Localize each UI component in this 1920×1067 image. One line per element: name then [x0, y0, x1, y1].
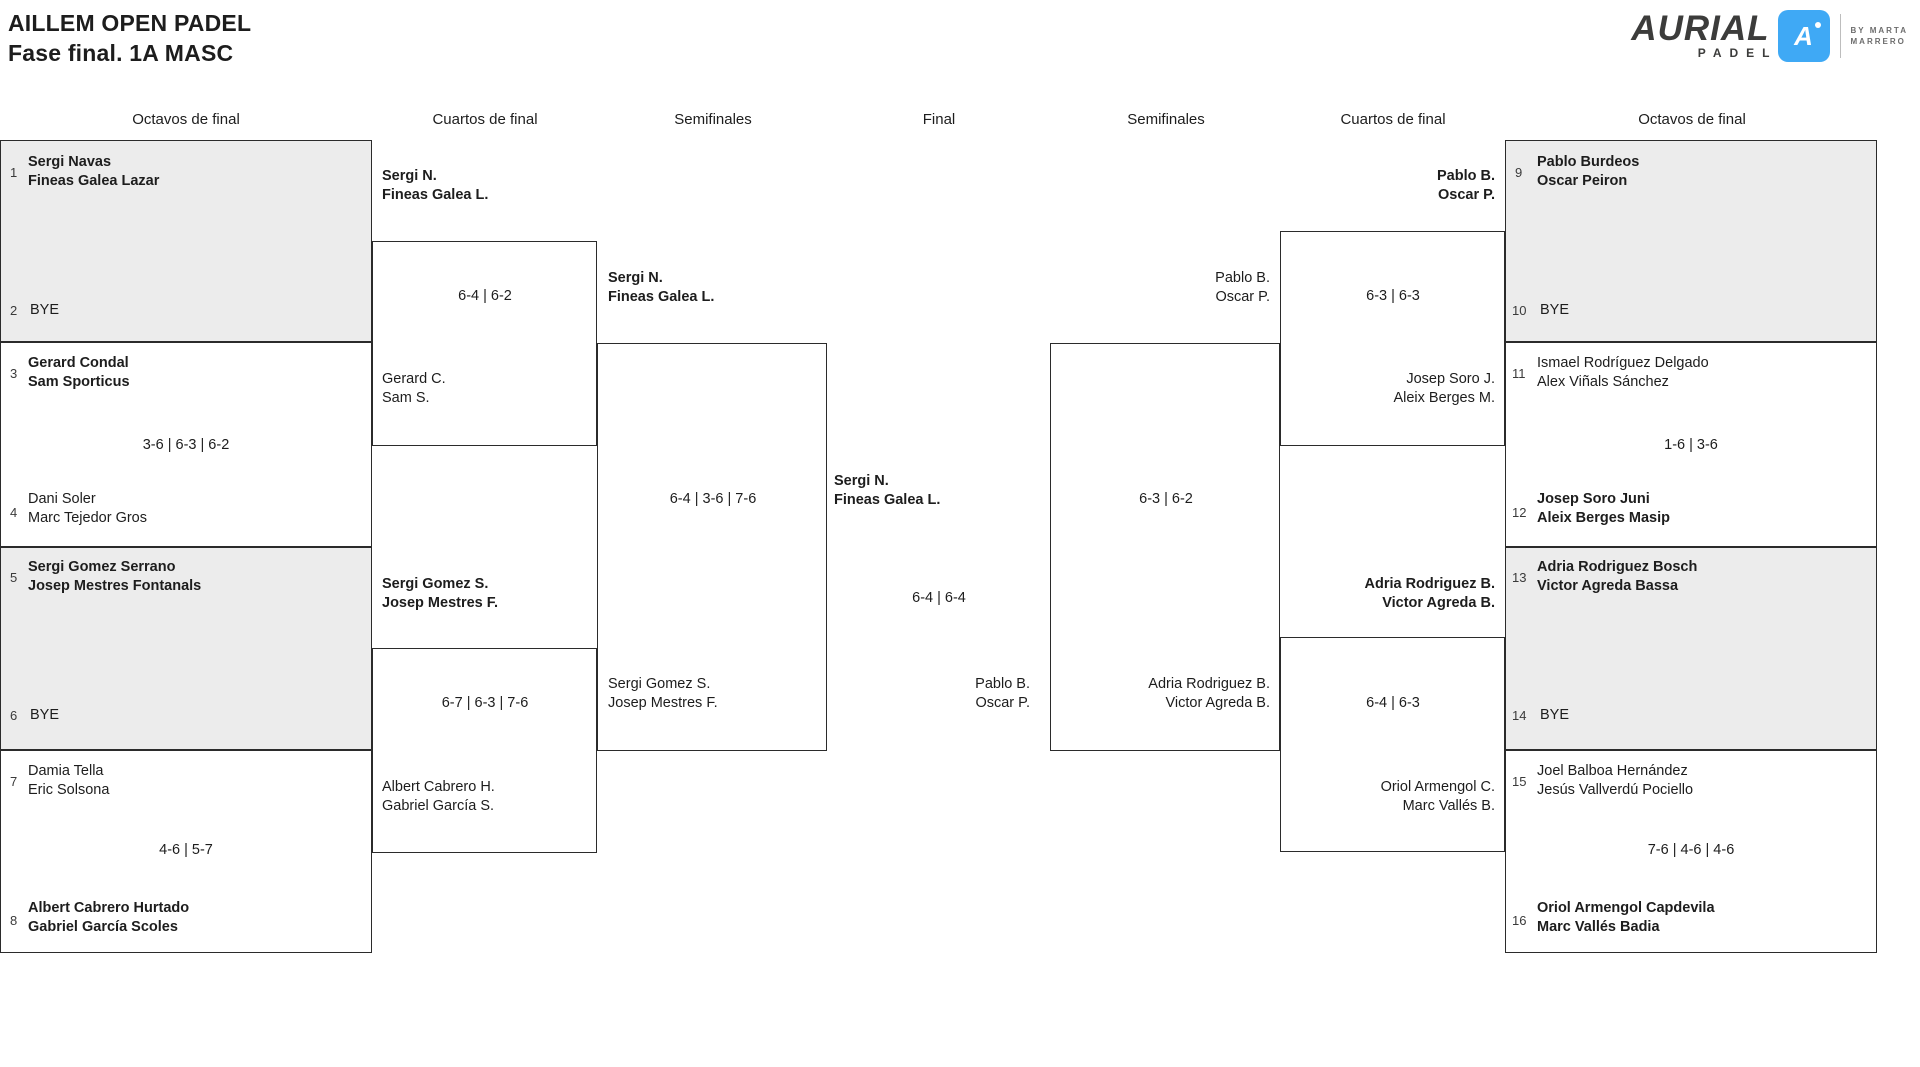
- team-right-r16-3-bottom-bye: BYE: [1540, 707, 1570, 723]
- match-box-right-qf-1[interactable]: [1280, 231, 1505, 446]
- round-header-final: Final: [922, 111, 956, 128]
- logo-byline-line1: BY MARTA: [1850, 26, 1908, 35]
- logo-wordmark: [1631, 9, 1778, 60]
- seed-5: 5: [10, 570, 18, 585]
- round-header-left-sf: Semifinales: [674, 111, 752, 128]
- score-right-qf-2: 6-4 | 6-3: [1366, 695, 1420, 711]
- team-right-r16-4-top: Joel Balboa Hernández Jesús Vallverdú Pociello: [1537, 763, 1694, 798]
- round-header-right-qf: Cuartos de final: [1340, 111, 1446, 128]
- score-left-r16-4: 4-6 | 5-7: [159, 842, 213, 858]
- seed-1: 1: [10, 165, 18, 180]
- round-header-left-qf: Cuartos de final: [432, 111, 538, 128]
- seed-12: 12: [1512, 505, 1527, 520]
- score-right-qf-1: 6-3 | 6-3: [1366, 288, 1420, 304]
- logo-byline-line2: MARRERO: [1850, 37, 1906, 46]
- seed-14: 14: [1512, 708, 1527, 723]
- team-right-r16-3-top: Adria Rodriguez Bosch Victor Agreda Bassa: [1537, 559, 1698, 594]
- team-left-r16-2-top: Gerard Condal Sam Sporticus: [28, 355, 130, 390]
- logo-byline: [1851, 25, 1908, 47]
- tournament-phase: Fase final. 1A MASC: [8, 40, 234, 66]
- seed-11: 11: [1512, 366, 1526, 381]
- team-left-r16-4-bottom: Albert Cabrero Hurtado Gabriel García Scoles: [28, 900, 190, 935]
- seed-4: 4: [10, 505, 18, 520]
- team-final-runner-up: Pablo B. Oscar P.: [975, 676, 1030, 711]
- logo-sub-text: PADEL: [1697, 46, 1778, 60]
- team-left-qf-1-bottom: Gerard C. Sam S.: [382, 371, 446, 406]
- team-right-qf-2-bottom: Oriol Armengol C. Marc Vallés B.: [1380, 779, 1495, 814]
- round-header-right-sf: Semifinales: [1127, 111, 1205, 128]
- team-left-r16-2-bottom: Dani Soler Marc Tejedor Gros: [28, 491, 147, 526]
- page-title: [8, 8, 251, 68]
- seed-16: 16: [1512, 913, 1527, 928]
- team-right-r16-2-top: Ismael Rodríguez Delgado Alex Viñals Sánchez: [1537, 355, 1709, 390]
- score-right-r16-4: 7-6 | 4-6 | 4-6: [1647, 842, 1735, 858]
- round-header-left-r16: Octavos de final: [132, 111, 240, 128]
- team-final-winner: Sergi N. Fineas Galea L.: [834, 473, 941, 508]
- match-box-left-qf-1[interactable]: [372, 241, 597, 446]
- seed-7: 7: [10, 774, 18, 789]
- logo-mark-icon: [1778, 10, 1830, 62]
- team-left-qf-2-top: Sergi Gomez S. Josep Mestres F.: [382, 576, 499, 611]
- team-right-r16-1-top: Pablo Burdeos Oscar Peiron: [1537, 154, 1640, 189]
- team-right-r16-1-bottom-bye: BYE: [1540, 302, 1570, 318]
- match-box-right-qf-2[interactable]: [1280, 637, 1505, 852]
- seed-3: 3: [10, 366, 18, 381]
- score-right-r16-2: 1-6 | 3-6: [1664, 437, 1718, 453]
- team-right-sf-bottom: Adria Rodriguez B. Victor Agreda B.: [1148, 676, 1270, 711]
- team-left-sf-bottom: Sergi Gomez S. Josep Mestres F.: [608, 676, 718, 711]
- seed-9: 9: [1515, 165, 1523, 180]
- match-box-left-qf-2[interactable]: [372, 648, 597, 853]
- score-right-sf: 6-3 | 6-2: [1139, 491, 1193, 507]
- team-left-qf-1-top: Sergi N. Fineas Galea L.: [382, 168, 489, 203]
- aurial-padel-logo: [1631, 8, 1908, 64]
- score-left-qf-1: 6-4 | 6-2: [458, 288, 512, 304]
- seed-2: 2: [10, 303, 18, 318]
- logo-mark-dot-icon: [1815, 22, 1821, 28]
- team-left-r16-1-top: Sergi Navas Fineas Galea Lazar: [28, 154, 160, 189]
- score-final: 6-4 | 6-4: [912, 590, 966, 606]
- score-left-r16-2: 3-6 | 6-3 | 6-2: [142, 437, 230, 453]
- team-left-qf-2-bottom: Albert Cabrero H. Gabriel García S.: [382, 779, 495, 814]
- team-right-r16-4-bottom: Oriol Armengol Capdevila Marc Vallés Badia: [1537, 900, 1715, 935]
- team-left-r16-4-top: Damia Tella Eric Solsona: [28, 763, 110, 798]
- tournament-name: AILLEM OPEN PADEL: [8, 10, 252, 36]
- seed-13: 13: [1512, 570, 1527, 585]
- team-left-r16-3-top: Sergi Gomez Serrano Josep Mestres Fontanals: [28, 559, 202, 594]
- logo-divider: [1840, 14, 1841, 58]
- seed-10: 10: [1512, 303, 1527, 318]
- seed-8: 8: [10, 913, 18, 928]
- seed-15: 15: [1512, 774, 1527, 789]
- team-right-qf-2-top: Adria Rodriguez B. Victor Agreda B.: [1364, 576, 1495, 611]
- team-right-sf-top: Pablo B. Oscar P.: [1215, 270, 1270, 305]
- score-left-sf: 6-4 | 3-6 | 7-6: [669, 491, 757, 507]
- round-header-right-r16: Octavos de final: [1638, 111, 1746, 128]
- score-left-qf-2: 6-7 | 6-3 | 7-6: [441, 695, 529, 711]
- team-left-r16-1-bottom-bye: BYE: [30, 302, 60, 318]
- team-right-qf-1-top: Pablo B. Oscar P.: [1436, 168, 1495, 203]
- logo-brand-text: AURIAL: [1631, 9, 1770, 48]
- team-right-r16-2-bottom: Josep Soro Juni Aleix Berges Masip: [1537, 491, 1670, 526]
- team-left-r16-3-bottom-bye: BYE: [30, 707, 60, 723]
- seed-6: 6: [10, 708, 18, 723]
- logo-mark-letter: A: [1794, 20, 1813, 51]
- team-right-qf-1-bottom: Josep Soro J. Aleix Berges M.: [1393, 371, 1495, 406]
- team-left-sf-top: Sergi N. Fineas Galea L.: [608, 270, 715, 305]
